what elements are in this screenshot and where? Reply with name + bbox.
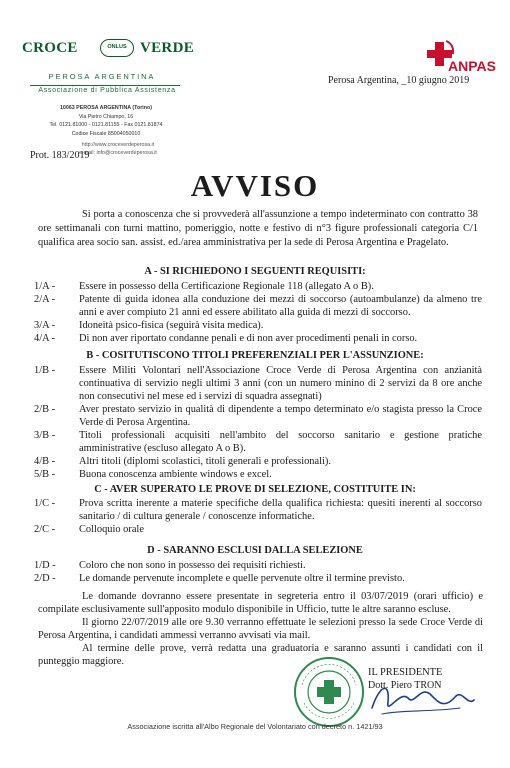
- section-d-list: [34, 559, 482, 585]
- list-item: [34, 280, 482, 293]
- item-code: 4/A -: [34, 333, 56, 344]
- item-text: Buona conoscenza ambiente windows e excel.: [79, 469, 272, 480]
- item-text: Patente di guida idonea alla conduzione dei mezzi di soccorso (autoambulanze) da almeno tre anni e aver compiuto 21 anni ed essere abilitato alla guida di mezzi di soccorso.: [79, 294, 482, 318]
- list-item: [34, 497, 482, 523]
- item-code: 2/D -: [34, 573, 56, 584]
- email-link[interactable]: e-mail: info@croceverdeperosa.it: [79, 150, 157, 156]
- closing-paragraph: Le domande dovranno essere presentate in segreteria entro il 03/07/2019 (orari ufficio) e compilate esclusivamente sull'apposito modulo disponibile in Ufficio, tutte le altre saranno escluse.: [38, 591, 483, 615]
- address-line: 10063 PEROSA ARGENTINA (Torino): [59, 105, 153, 111]
- item-code: 5/B -: [34, 469, 56, 480]
- footer-note: Associazione iscritta all'Albo Regionale del Volontariato con decreto n. 1421/93: [127, 722, 383, 731]
- org-logo: [22, 38, 212, 60]
- letterhead-divider: [30, 85, 180, 86]
- list-item: [34, 455, 482, 468]
- list-item: [34, 468, 482, 481]
- item-text: Altri titoli (diplomi scolastici, titoli generali e professionali).: [79, 456, 331, 467]
- list-item: [34, 429, 482, 455]
- item-text: Idoneità psico-fisica (seguirà visita medica).: [79, 320, 264, 331]
- item-code: 3/A -: [34, 320, 56, 331]
- item-code: 1/A -: [34, 281, 56, 292]
- item-text: Essere in possesso della Certificazione Regionale 118 (allegato A o B).: [79, 281, 374, 292]
- list-item: [34, 293, 482, 319]
- place-date: Perosa Argentina, _10 giugno 2019: [328, 75, 470, 86]
- protocol-number: Prot. 183/2019: [30, 150, 90, 161]
- list-item: [34, 572, 482, 585]
- org-type: Associazione di Pubblica Assistenza: [38, 87, 176, 94]
- list-item: [34, 403, 482, 429]
- anpas-logo-text: ANPAS: [448, 58, 496, 74]
- list-item: [34, 319, 482, 332]
- tax-code-line: Codice Fiscale 85004050010: [71, 130, 141, 137]
- closing-paragraph: Il giorno 22/07/2019 alle ore 9.30 verranno effettuate le selezioni presso la sede Croce Verde di Perosa Argentina, i candidati ammessi verranno avvisati via mail.: [38, 617, 483, 641]
- item-code: 3/B -: [34, 430, 56, 441]
- signature-scribble-icon: [360, 676, 480, 726]
- handwritten-signature: [360, 676, 480, 726]
- org-place: PEROSA ARGENTINA: [48, 72, 156, 81]
- signature-role: IL PRESIDENTE: [368, 667, 443, 678]
- section-a-list: [34, 280, 482, 345]
- onlus-badge: ONLUS: [100, 39, 134, 57]
- section-b-list: [34, 364, 482, 481]
- website-link[interactable]: http://www.croceverdeperosa.it: [81, 142, 155, 148]
- address-line: Via Pietro Chiampo, 16: [78, 113, 134, 120]
- list-item: [34, 364, 482, 403]
- item-code: 2/B -: [34, 404, 56, 415]
- item-code: 2/A -: [34, 294, 56, 305]
- intro-paragraph: [38, 208, 478, 250]
- org-name-word-2: VERDE: [140, 40, 195, 56]
- association-stamp: [292, 655, 366, 729]
- item-text: Titoli professionali acquisiti nell'ambito del soccorso sanitario e gestione pratiche amministrative (escluso allegato A o B).: [79, 430, 482, 454]
- section-c-title: C - AVER SUPERATO LE PROVE DI SELEZIONE, COSTITUITE IN:: [94, 484, 416, 495]
- item-code: 1/D -: [34, 560, 56, 571]
- closing-paragraphs: [38, 590, 483, 668]
- section-d-title: D - SARANNO ESCLUSI DALLA SELEZIONE: [147, 545, 363, 556]
- list-item: [34, 523, 482, 536]
- item-text: Colloquio orale: [79, 524, 144, 535]
- phone-line: Tel. 0121.81000 - 0121.81155 - Fax 0121.81874: [49, 122, 163, 129]
- section-c-list: [34, 497, 482, 536]
- intro-text: Si porta a conoscenza che si provvederà all'assunzione a tempo indeterminato con contratto 38 ore settimanali con turni mattino, pomeriggio, notte e festivo di n°3 figure professionali categoria C/1 qualifica area socio san. assist. ed./area amministrativa per la sede di Perosa Argentina e Pragelato.: [38, 209, 478, 248]
- item-code: 2/C -: [34, 524, 56, 535]
- item-text: Aver prestato servizio in qualità di dipendente a tempo determinato e/o stagista presso la Croce Verde di Perosa Argentina.: [79, 404, 482, 428]
- item-text: Di non aver riportato condanne penali e di non aver procedimenti penali in corso.: [79, 333, 418, 344]
- item-text: Coloro che non sono in possesso dei requisiti richiesti.: [79, 560, 306, 571]
- item-code: 1/B -: [34, 365, 56, 376]
- closing-paragraph: Al termine delle prove, verrà redatta una graduatoria e saranno assunti i candidati con il punteggio maggiore.: [38, 643, 483, 667]
- item-text: Prova scritta inerente a materie specifiche della qualifica richiesta: quesiti inerenti al soccorso sanitario / di cultura generale / conoscenze informatiche.: [79, 498, 482, 522]
- anpas-logo: [426, 38, 508, 78]
- section-a-title: A - SI RICHIEDONO I SEGUENTI REQUISITI:: [144, 266, 366, 277]
- notice-title: AVVISO: [190, 168, 320, 203]
- org-address: [36, 104, 176, 138]
- list-item: [34, 332, 482, 345]
- item-text: Le domande pervenute incomplete e quelle pervenute oltre il termine previsto.: [79, 573, 405, 584]
- item-code: 1/C -: [34, 498, 56, 509]
- item-code: 4/B -: [34, 456, 56, 467]
- stamp-seal-icon: [292, 655, 366, 729]
- item-text: Essere Militi Volontari nell'Associazione Croce Verde di Perosa Argentina con anzianità continuativa di servizio negli ultimi 3 anni (con un numero minino di 2 servizi da 8 ore anche non consecutivi nel mese ed i servizi di squadra assegnati): [79, 365, 482, 402]
- signature-name: Dott. Piero TRON: [368, 680, 442, 691]
- org-name-word-1: CROCE: [22, 40, 78, 56]
- list-item: [34, 559, 482, 572]
- section-b-title: B - COSITUTISCONO TITOLI PREFERENZIALI PER L'ASSUNZIONE:: [86, 350, 424, 361]
